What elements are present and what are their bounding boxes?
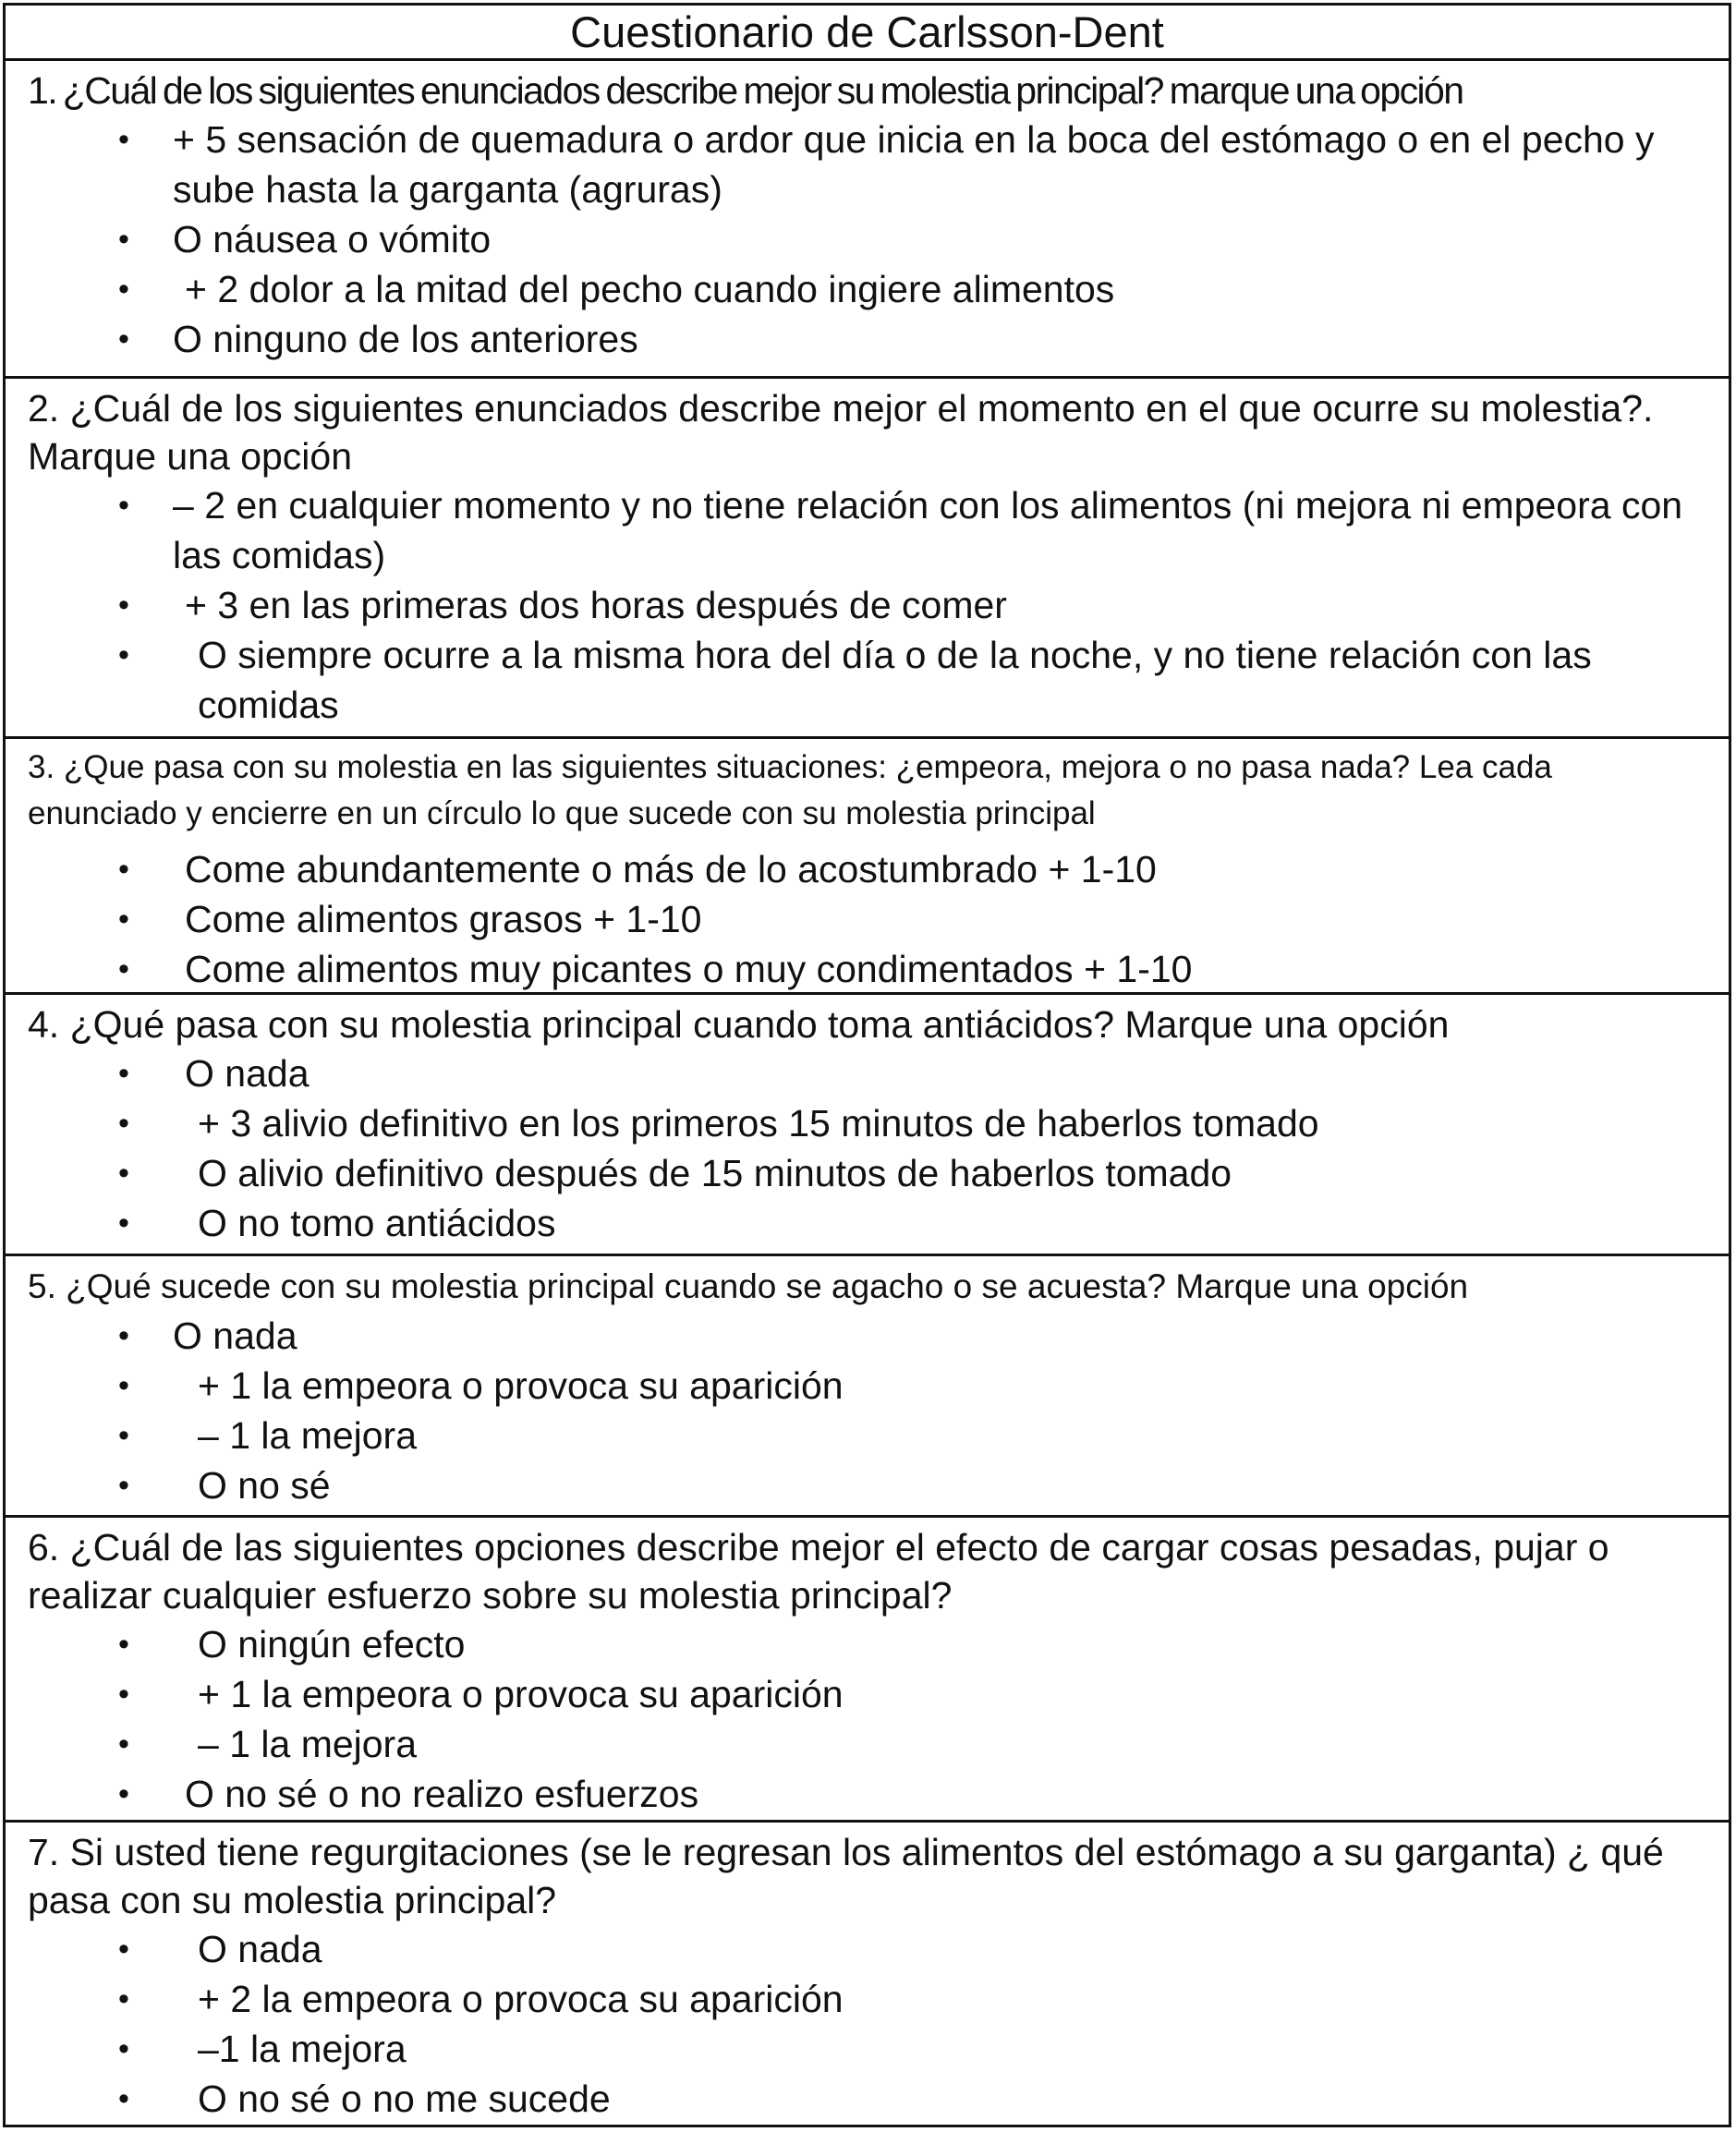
bullet-icon: • bbox=[118, 321, 129, 357]
bullet-icon: • bbox=[118, 1981, 129, 2017]
question-4 bbox=[6, 995, 1729, 1256]
option-item bbox=[28, 1411, 1706, 1460]
bullet-icon: • bbox=[118, 2031, 129, 2066]
question-3 bbox=[6, 739, 1729, 995]
question-6-options bbox=[28, 1619, 1706, 1819]
option-item bbox=[28, 1148, 1706, 1198]
bullet-icon: • bbox=[118, 1106, 129, 1141]
option-text: Come alimentos muy picantes o muy condimentados + 1-10 bbox=[185, 948, 1193, 990]
question-3-options bbox=[28, 844, 1706, 994]
option-item bbox=[28, 1048, 1706, 1098]
option-text: O no sé o no realizo esfuerzos bbox=[185, 1773, 699, 1815]
option-text: – 1 la mejora bbox=[198, 1723, 418, 1765]
option-text: O ningún efecto bbox=[198, 1623, 466, 1666]
option-item bbox=[28, 2074, 1706, 2124]
option-item bbox=[28, 1924, 1706, 1974]
bullet-icon: • bbox=[118, 1726, 129, 1762]
bullet-icon: • bbox=[118, 1932, 129, 1967]
option-item bbox=[28, 630, 1706, 730]
option-text: O siempre ocurre a la misma hora del día o de la noche, y no tiene relación con las comidas bbox=[198, 634, 1592, 726]
option-item bbox=[28, 264, 1706, 314]
question-1 bbox=[6, 61, 1729, 379]
bullet-icon: • bbox=[118, 1776, 129, 1811]
bullet-icon: • bbox=[118, 951, 129, 987]
question-3-text: 3. ¿Que pasa con su molestia en las siguientes situaciones: ¿empeora, mejora o no pasa nada? Lea cada enunciado y encierre en un círculo lo que sucede con su molestia principal bbox=[28, 749, 1552, 831]
option-text: O ninguno de los anteriores bbox=[173, 318, 638, 360]
option-text: + 5 sensación de quemadura o ardor que inicia en la boca del estómago o en el pecho y sube hasta la garganta (agruras) bbox=[173, 118, 1655, 211]
bullet-icon: • bbox=[118, 1368, 129, 1403]
option-item bbox=[28, 1098, 1706, 1148]
question-7-text: 7. Si usted tiene regurgitaciones (se le regresan los alimentos del estómago a su garganta) ¿ qué pasa con su molestia principal? bbox=[28, 1831, 1664, 1921]
option-item bbox=[28, 480, 1706, 580]
questionnaire-title: Cuestionario de Carlsson-Dent bbox=[6, 6, 1729, 61]
question-7-options bbox=[28, 1924, 1706, 2124]
option-text: – 2 en cualquier momento y no tiene relación con los alimentos (ni mejora ni empeora con las comidas) bbox=[173, 484, 1683, 576]
option-text: O alivio definitivo después de 15 minutos de haberlos tomado bbox=[198, 1152, 1232, 1194]
bullet-icon: • bbox=[118, 902, 129, 937]
question-7 bbox=[6, 1823, 1729, 2125]
option-item bbox=[28, 1198, 1706, 1248]
option-item bbox=[28, 1974, 1706, 2024]
option-item bbox=[28, 314, 1706, 364]
bullet-icon: • bbox=[118, 2081, 129, 2116]
option-text: O náusea o vómito bbox=[173, 218, 492, 260]
option-item bbox=[28, 214, 1706, 264]
option-text: + 3 alivio definitivo en los primeros 15 minutos de haberlos tomado bbox=[198, 1102, 1319, 1145]
option-item bbox=[28, 1769, 1706, 1819]
option-item bbox=[28, 2024, 1706, 2074]
bullet-icon: • bbox=[118, 1205, 129, 1241]
bullet-icon: • bbox=[118, 488, 129, 523]
option-item bbox=[28, 1361, 1706, 1411]
bullet-icon: • bbox=[118, 122, 129, 157]
option-item bbox=[28, 894, 1706, 944]
bullet-icon: • bbox=[118, 1418, 129, 1453]
option-item bbox=[28, 1311, 1706, 1361]
option-text: O nada bbox=[198, 1928, 322, 1970]
question-5-options bbox=[28, 1311, 1706, 1510]
option-text: – 1 la mejora bbox=[198, 1414, 418, 1457]
bullet-icon: • bbox=[118, 1627, 129, 1662]
option-text: + 3 en las primeras dos horas después de comer bbox=[185, 584, 1007, 626]
option-text: Come abundantemente o más de lo acostumbrado + 1-10 bbox=[185, 848, 1157, 890]
question-2-options bbox=[28, 480, 1706, 730]
option-item bbox=[28, 115, 1706, 214]
question-1-text: 1. ¿Cuál de los siguientes enunciados describe mejor su molestia principal? marque una opción bbox=[28, 69, 1463, 112]
option-item bbox=[28, 944, 1706, 994]
question-2-text: 2. ¿Cuál de los siguientes enunciados describe mejor el momento en el que ocurre su molestia?. Marque una opción bbox=[28, 387, 1654, 478]
questionnaire-table bbox=[3, 3, 1731, 2127]
option-text: + 1 la empeora o provoca su aparición bbox=[198, 1673, 844, 1715]
bullet-icon: • bbox=[118, 852, 129, 887]
option-text: O no tomo antiácidos bbox=[198, 1202, 556, 1244]
bullet-icon: • bbox=[118, 1318, 129, 1353]
bullet-icon: • bbox=[118, 1156, 129, 1191]
option-item bbox=[28, 580, 1706, 630]
option-text: O nada bbox=[185, 1052, 310, 1095]
option-text: O no sé bbox=[198, 1464, 331, 1507]
option-text: O no sé o no me sucede bbox=[198, 2077, 611, 2120]
option-item bbox=[28, 1460, 1706, 1510]
bullet-icon: • bbox=[118, 1677, 129, 1712]
option-item bbox=[28, 1719, 1706, 1769]
bullet-icon: • bbox=[118, 222, 129, 257]
bullet-icon: • bbox=[118, 272, 129, 307]
option-item bbox=[28, 844, 1706, 894]
option-text: –1 la mejora bbox=[198, 2028, 407, 2070]
bullet-icon: • bbox=[118, 637, 129, 672]
question-1-options bbox=[28, 115, 1706, 364]
question-4-text: 4. ¿Qué pasa con su molestia principal cuando toma antiácidos? Marque una opción bbox=[28, 1003, 1450, 1046]
question-4-options bbox=[28, 1048, 1706, 1248]
option-text: O nada bbox=[173, 1314, 297, 1357]
option-text: + 2 la empeora o provoca su aparición bbox=[198, 1978, 844, 2020]
bullet-icon: • bbox=[118, 1468, 129, 1503]
option-item bbox=[28, 1669, 1706, 1719]
question-6 bbox=[6, 1518, 1729, 1823]
option-text: + 1 la empeora o provoca su aparición bbox=[198, 1364, 844, 1407]
question-5-text: 5. ¿Qué sucede con su molestia principal cuando se agacho o se acuesta? Marque una opción bbox=[28, 1267, 1469, 1305]
option-text: Come alimentos grasos + 1-10 bbox=[185, 898, 702, 940]
question-5 bbox=[6, 1256, 1729, 1518]
option-text: + 2 dolor a la mitad del pecho cuando ingiere alimentos bbox=[185, 268, 1115, 310]
bullet-icon: • bbox=[118, 1056, 129, 1091]
question-2 bbox=[6, 379, 1729, 739]
option-item bbox=[28, 1619, 1706, 1669]
question-6-text: 6. ¿Cuál de las siguientes opciones describe mejor el efecto de cargar cosas pesadas, pujar o realizar cualquier esfuerzo sobre su molestia principal? bbox=[28, 1526, 1609, 1617]
bullet-icon: • bbox=[118, 588, 129, 623]
